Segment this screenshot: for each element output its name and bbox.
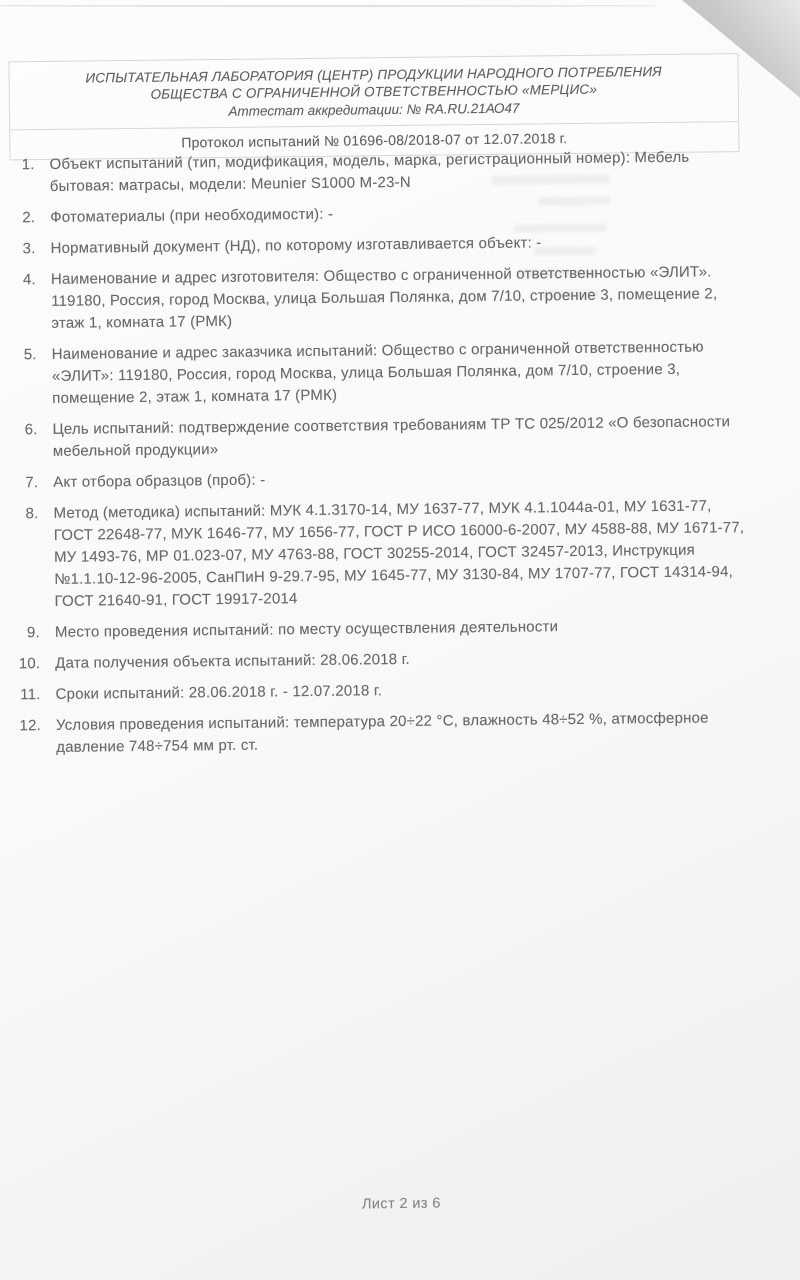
list-item bbox=[0, 336, 767, 411]
item-number: 5. bbox=[23, 346, 37, 364]
item-text: Метод (методика) испытаний: МУК 4.1.3170-14, МУ 1637-77, МУК 4.1.1044а-01, МУ 1631-77, ГОСТ 22648-77, МУК 1646-77, МУ 1656-77, ГОСТ Р ИСО 16000-6-2007, МУ 4588-88, МУ 1671-77, МУ 1493-76, МР 01.023-07, МУ 4763-88, ГОСТ 30255-2014, ГОСТ 32457-2013, Инструкция №1.1.10-12-96-2005, СанПиН 9-29.7-95, МУ 1645-77, МУ 3130-84, МУ 1707-77, ГОСТ 14314-94, ГОСТ 21640-91, ГОСТ 19917-2014 bbox=[53, 497, 745, 610]
item-text: Наименование и адрес заказчика испытаний: Общество с ограниченной ответственностью «ЭЛИТ»: 119180, Россия, город Москва, улица Большая Полянка, дом 7/10, строение 3, помещение 2, этаж 1, комната 17 (РМК) bbox=[51, 338, 704, 407]
protocol-numbered-list bbox=[0, 146, 771, 769]
item-text: Наименование и адрес изготовителя: Общество с ограниченной ответственностью «ЭЛИТ». 119180, Россия, город Москва, улица Большая Полянка, дом 7/10, строение 3, помещение 2, этаж 1, комната 17 (РМК) bbox=[50, 263, 718, 332]
list-item bbox=[0, 645, 770, 676]
item-number: 8. bbox=[25, 505, 39, 523]
list-item bbox=[0, 230, 766, 261]
item-number: 11. bbox=[20, 686, 41, 704]
lab-name-line2: ОБЩЕСТВА С ОГРАНИЧЕННОЙ ОТВЕТСТВЕННОСТЬЮ «МЕРЦИС» bbox=[150, 81, 598, 102]
item-text: Нормативный документ (НД), по которому изготавливается объект: - bbox=[50, 234, 542, 257]
item-text: Дата получения объекта испытаний: 28.06.2018 г. bbox=[55, 650, 410, 672]
item-number: 6. bbox=[24, 421, 38, 439]
list-item bbox=[0, 614, 770, 645]
list-item bbox=[1, 707, 771, 760]
item-text: Фотоматериалы (при необходимости): - bbox=[50, 205, 334, 226]
document-header-box bbox=[8, 53, 739, 160]
item-number: 12. bbox=[19, 717, 42, 735]
list-item bbox=[0, 676, 770, 707]
list-item bbox=[0, 146, 765, 199]
item-number: 9. bbox=[26, 624, 40, 642]
list-item bbox=[0, 464, 768, 495]
list-item bbox=[0, 495, 770, 614]
item-number: 2. bbox=[22, 209, 36, 227]
item-number: 10. bbox=[18, 655, 41, 673]
item-number: 1. bbox=[21, 156, 35, 174]
item-text: Место проведения испытаний: по месту осуществления деятельности bbox=[54, 618, 559, 641]
item-text: Условия проведения испытаний: температура 20÷22 °С, влажность 48÷52 %, атмосферное давление 748÷754 мм рт. ст. bbox=[55, 709, 709, 756]
page-number: Лист 2 из 6 bbox=[361, 1195, 441, 1213]
item-text: Акт отбора образцов (проб): - bbox=[53, 471, 266, 491]
item-text: Объект испытаний (тип, модификация, модель, марка, регистрационный номер): Мебель бытовая: матрасы, модели: Meunier S1000 M-23-N bbox=[49, 148, 690, 195]
item-text: Сроки испытаний: 28.06.2018 г. - 12.07.2018 г. bbox=[55, 682, 383, 703]
accreditation-line: Аттестат аккредитации: № RA.RU.21АО47 bbox=[228, 100, 520, 119]
item-number: 7. bbox=[25, 474, 39, 492]
item-number: 4. bbox=[22, 271, 36, 289]
item-text: Цель испытаний: подтверждение соответствия требованиям ТР ТС 025/2012 «О безопасности мебельной продукции» bbox=[52, 413, 731, 460]
list-item bbox=[0, 261, 766, 336]
list-item bbox=[0, 199, 765, 230]
lab-header bbox=[9, 54, 738, 129]
protocol-number-line: Протокол испытаний № 01696-08/2018-07 от 12.07.2018 г. bbox=[10, 121, 738, 159]
item-number: 3. bbox=[22, 240, 36, 258]
list-item bbox=[0, 411, 768, 464]
lab-name-line1: ИСПЫТАТЕЛЬНАЯ ЛАБОРАТОРИЯ (ЦЕНТР) ПРОДУКЦИИ НАРОДНОГО ПОТРЕБЛЕНИЯ bbox=[85, 63, 662, 86]
